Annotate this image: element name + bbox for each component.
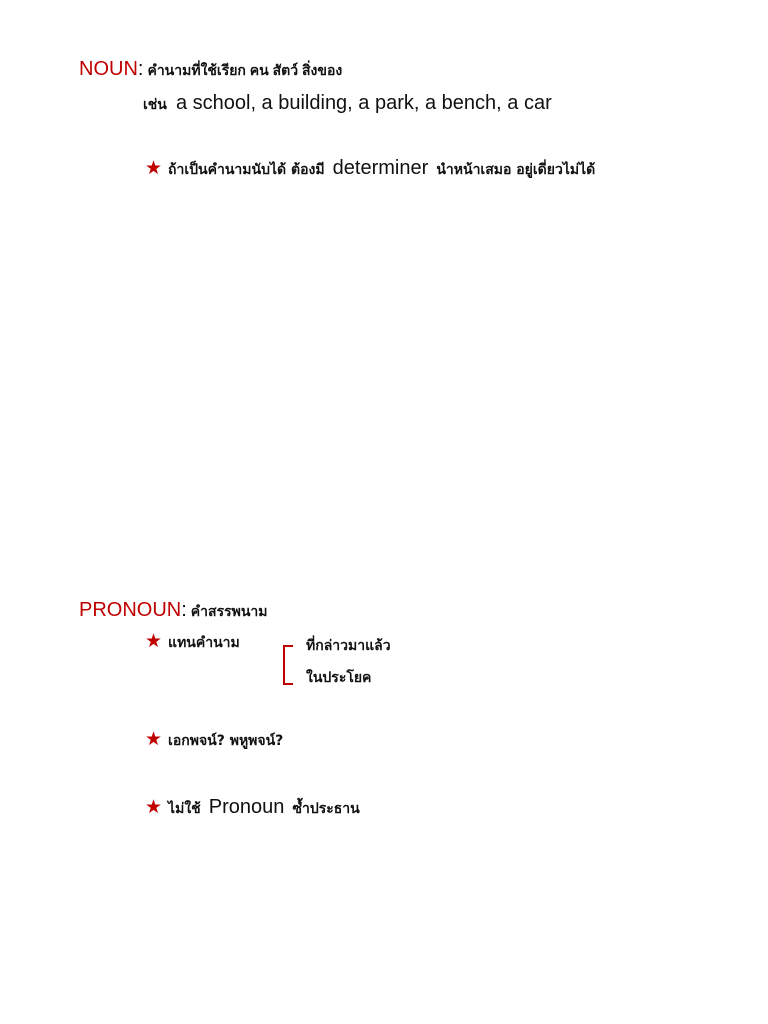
pronoun-point-3-keyword: Pronoun (208, 796, 285, 818)
noun-rule-keyword: determiner (332, 157, 429, 179)
noun-term: NOUN (79, 58, 138, 80)
noun-rule-text-2: นำหน้าเสมอ อยู่เดี่ยวไม่ได้ (436, 162, 596, 178)
pronoun-heading (79, 600, 268, 620)
noun-rule (145, 157, 595, 181)
noun-definition: คำนามที่ใช้เรียก คน สัตว์ สิ่งของ (147, 62, 343, 78)
pronoun-point-2 (145, 730, 283, 752)
pronoun-term: PRONOUN (79, 599, 182, 621)
pronoun-point-2-label: เอกพจน์? พหูพจน์? (168, 733, 284, 749)
star-icon: ★ (145, 796, 163, 818)
pronoun-point-3-text-1: ไม่ใช้ (168, 801, 201, 817)
pronoun-definition: คำสรรพนาม (190, 603, 268, 619)
star-icon: ★ (145, 728, 163, 750)
pronoun-colon: : (181, 599, 187, 621)
noun-rule-text-1: ถ้าเป็นคำนามนับได้ ต้องมี (168, 162, 325, 178)
noun-colon: : (137, 58, 144, 80)
pronoun-point-3 (145, 796, 360, 820)
pronoun-point-3-text-2: ซ้ำประธาน (292, 801, 360, 817)
pronoun-branch-1: ที่กล่าวมาแล้ว (306, 638, 391, 654)
noun-example-prefix: เช่น (143, 97, 167, 113)
pronoun-point-1-label: แทนคำนาม (168, 635, 240, 651)
pronoun-point-1 (145, 632, 240, 654)
noun-heading (79, 59, 342, 79)
star-icon: ★ (145, 630, 163, 652)
bracket-shape (283, 645, 293, 685)
pronoun-branch-2: ในประโยค (306, 670, 372, 686)
noun-example (143, 92, 552, 116)
noun-example-list: a school, a building, a park, a bench, a car (175, 92, 552, 114)
star-icon: ★ (145, 157, 163, 179)
